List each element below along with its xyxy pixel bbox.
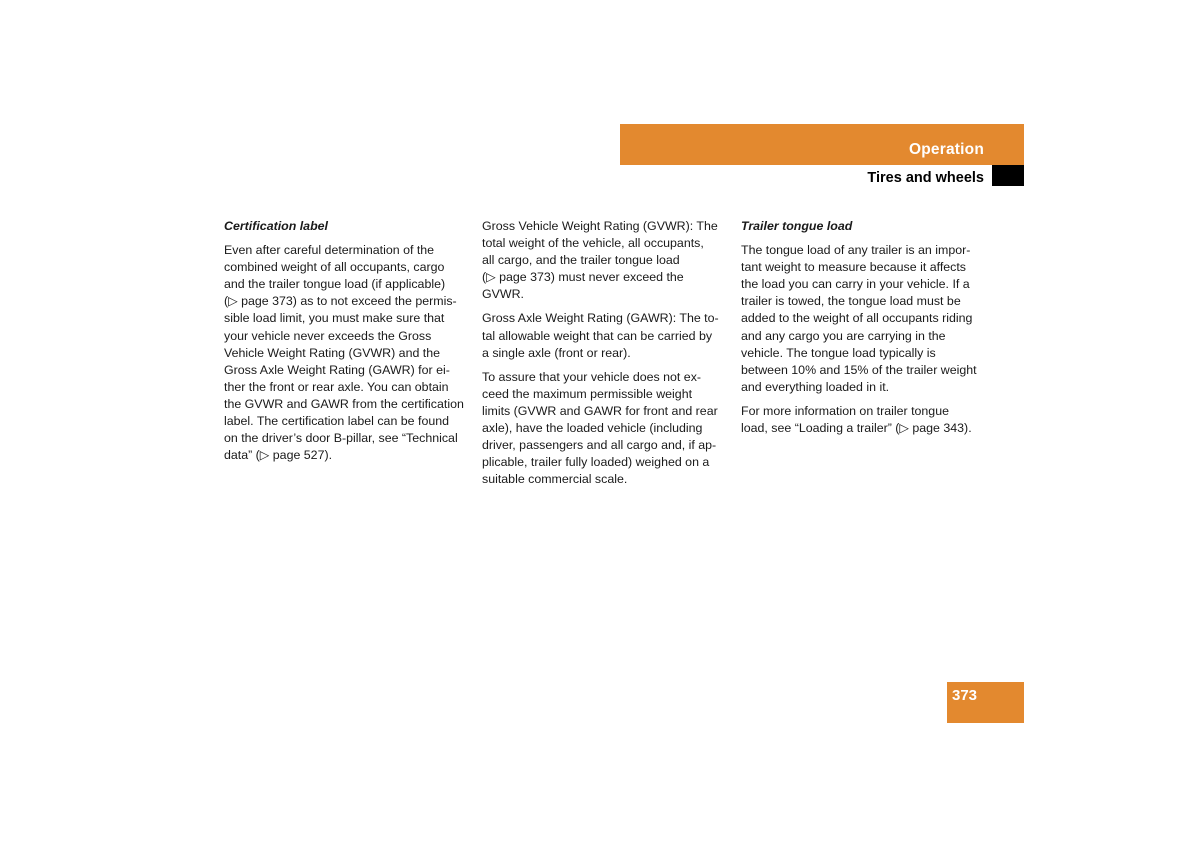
- text-line: a single axle (front or rear).: [482, 345, 631, 360]
- text-line: on the driver’s door B-pillar, see “Technical: [224, 431, 458, 446]
- text-line: and everything loaded in it.: [741, 379, 890, 394]
- paragraph: [482, 218, 728, 303]
- text-line: (▷ page 373) must never exceed the: [482, 270, 684, 285]
- section-tab-marker: [992, 165, 1024, 186]
- text-line: and the trailer tongue load (if applicable): [224, 277, 446, 292]
- text-line: Gross Axle Weight Rating (GAWR) for ei-: [224, 362, 450, 377]
- text-line: added to the weight of all occupants riding: [741, 311, 973, 326]
- paragraph: [482, 369, 728, 489]
- text-line: limits (GVWR and GAWR for front and rear: [482, 403, 718, 418]
- page-number: 373: [952, 687, 978, 704]
- text-line: total weight of the vehicle, all occupants,: [482, 236, 704, 251]
- text-line: combined weight of all occupants, cargo: [224, 260, 445, 275]
- text-line: For more information on trailer tongue: [741, 403, 949, 418]
- text-line: the GVWR and GAWR from the certification: [224, 396, 464, 411]
- text-line: suitable commercial scale.: [482, 472, 628, 487]
- text-line: Vehicle Weight Rating (GVWR) and the: [224, 345, 441, 360]
- text-line: and any cargo you are carrying in the: [741, 328, 946, 343]
- text-line: ther the front or rear axle. You can obtain: [224, 379, 449, 394]
- text-line: your vehicle never exceeds the Gross: [224, 328, 432, 343]
- paragraph: [224, 242, 470, 464]
- text-line: The tongue load of any trailer is an impor-: [741, 243, 971, 258]
- column-2: [482, 218, 728, 495]
- column-1: [224, 218, 470, 471]
- paragraph: [741, 403, 987, 437]
- text-line: data” (▷ page 527).: [224, 448, 333, 463]
- text-line: Even after careful determination of the: [224, 243, 435, 258]
- text-line: To assure that your vehicle does not ex-: [482, 369, 702, 384]
- section-title: Operation: [908, 141, 984, 158]
- text-line: tal allowable weight that can be carried by: [482, 328, 713, 343]
- paragraph: [482, 310, 728, 361]
- text-line: sible load limit, you must make sure that: [224, 311, 445, 326]
- text-line: axle), have the loaded vehicle (including: [482, 421, 703, 436]
- paragraph: [741, 242, 987, 396]
- text-line: the load you can carry in your vehicle. If a: [741, 277, 970, 292]
- text-line: ceed the maximum permissible weight: [482, 386, 693, 401]
- text-line: Gross Axle Weight Rating (GAWR): The to-: [482, 311, 719, 326]
- column-heading: Certification label: [224, 219, 328, 233]
- text-line: driver, passengers and all cargo and, if ap-: [482, 438, 717, 453]
- text-line: all cargo, and the trailer tongue load: [482, 253, 680, 268]
- text-line: vehicle. The tongue load typically is: [741, 345, 936, 360]
- subsection-title: Tires and wheels: [867, 170, 984, 186]
- text-line: tant weight to measure because it affects: [741, 260, 966, 275]
- column-heading: Trailer tongue load: [741, 219, 853, 233]
- column-3: [741, 218, 987, 444]
- text-line: between 10% and 15% of the trailer weight: [741, 362, 977, 377]
- text-line: trailer is towed, the tongue load must be: [741, 294, 961, 309]
- text-line: label. The certification label can be found: [224, 414, 450, 429]
- text-line: load, see “Loading a trailer” (▷ page 343).: [741, 421, 972, 436]
- text-line: Gross Vehicle Weight Rating (GVWR): The: [482, 219, 718, 233]
- text-line: GVWR.: [482, 287, 524, 302]
- text-line: plicable, trailer fully loaded) weighed on a: [482, 455, 710, 470]
- text-line: (▷ page 373) as to not exceed the permis-: [224, 294, 457, 309]
